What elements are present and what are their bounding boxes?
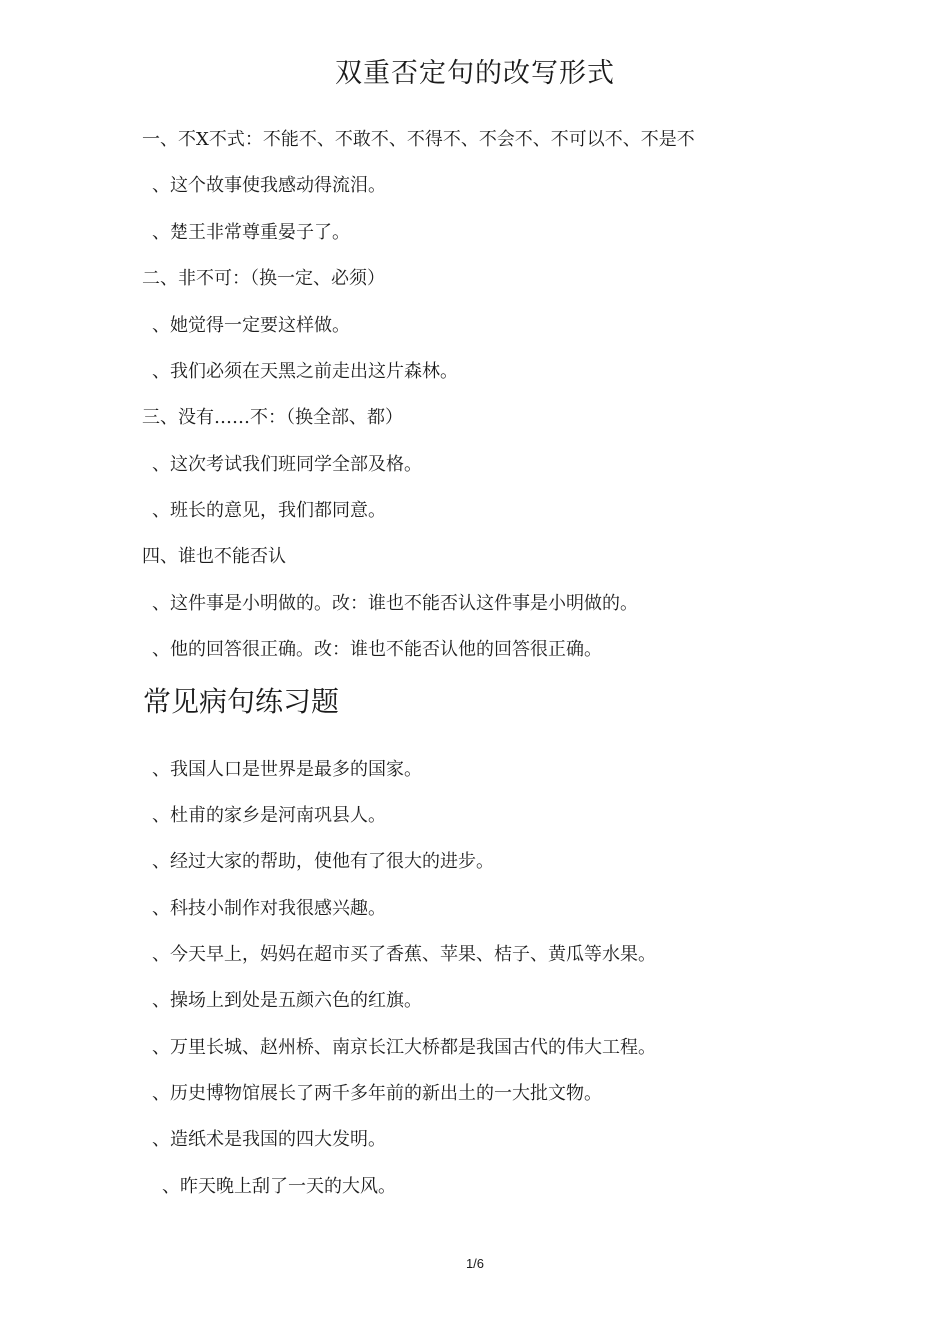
section-title: 常见病句练习题 xyxy=(143,685,340,718)
rule-heading-3: 三、没有……不：（换全部、都） xyxy=(142,407,403,428)
practice-sentence: 、今天早上，妈妈在超市买了香蕉、苹果、桔子、黄瓜等水果。 xyxy=(152,944,656,965)
practice-sentence: 、万里长城、赵州桥、南京长江大桥都是我国古代的伟大工程。 xyxy=(152,1037,656,1058)
example-sentence: 、他的回答很正确。改：谁也不能否认他的回答很正确。 xyxy=(152,639,602,660)
practice-sentence: 、科技小制作对我很感兴趣。 xyxy=(152,898,386,919)
example-sentence: 、她觉得一定要这样做。 xyxy=(152,315,350,336)
example-sentence: 、这件事是小明做的。改：谁也不能否认这件事是小明做的。 xyxy=(152,593,638,614)
example-sentence: 、这个故事使我感动得流泪。 xyxy=(152,175,386,196)
practice-sentence: 、历史博物馆展长了两千多年前的新出土的一大批文物。 xyxy=(152,1083,602,1104)
practice-sentence: 、我国人口是世界是最多的国家。 xyxy=(152,759,422,780)
example-sentence: 、班长的意见，我们都同意。 xyxy=(152,500,386,521)
rule-heading-1: 一、不X不式：不能不、不敢不、不得不、不会不、不可以不、不是不 xyxy=(142,129,695,150)
practice-sentence: 、造纸术是我国的四大发明。 xyxy=(152,1129,386,1150)
page-number: 1/6 xyxy=(465,1256,485,1271)
example-sentence: 、我们必须在天黑之前走出这片森林。 xyxy=(152,361,458,382)
document-title: 双重否定句的改写形式 xyxy=(335,58,615,89)
example-sentence: 、这次考试我们班同学全部及格。 xyxy=(152,454,422,475)
rule-heading-2: 二、非不可：（换一定、必须） xyxy=(142,268,385,289)
example-sentence: 、楚王非常尊重晏子了。 xyxy=(152,222,350,243)
practice-sentence: 、昨天晚上刮了一天的大风。 xyxy=(162,1176,396,1197)
practice-sentence: 、杜甫的家乡是河南巩县人。 xyxy=(152,805,386,826)
rule-heading-4: 四、谁也不能否认 xyxy=(142,546,286,567)
practice-sentence: 、经过大家的帮助，使他有了很大的进步。 xyxy=(152,851,494,872)
practice-sentence: 、操场上到处是五颜六色的红旗。 xyxy=(152,990,422,1011)
